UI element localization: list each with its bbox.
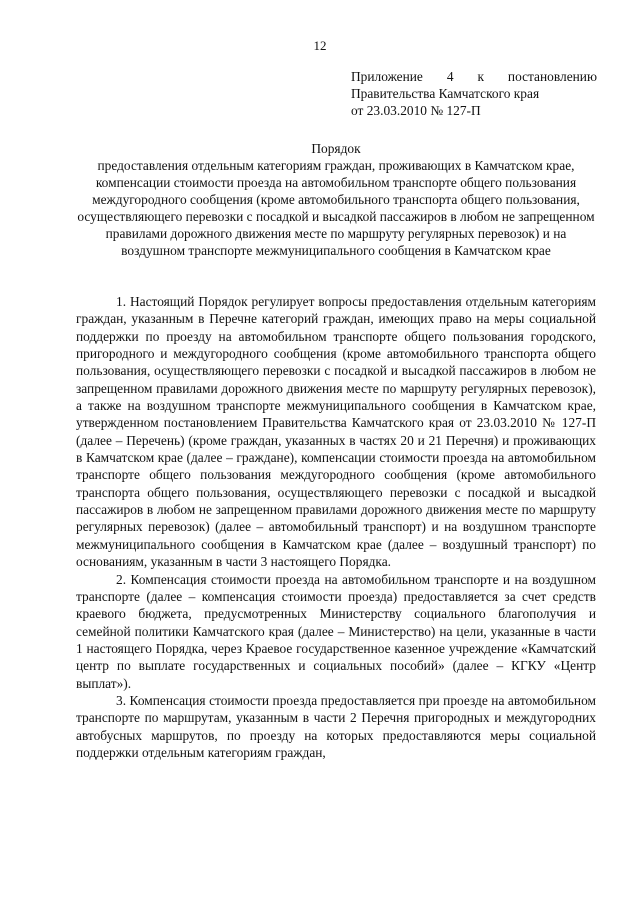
appendix-word: постановлению [507, 69, 597, 84]
document-title [76, 140, 596, 259]
appendix-line-2: Правительства Камчатского края [351, 86, 540, 101]
appendix-header [351, 68, 597, 119]
title-subtitle: предоставления отдельным категориям граждан, проживающих в Камчатском крае, компенсации стоимости проезда на автомобильном транспорте общего пользования междугородного сообщения (кроме автомобильного транспорта общего пользования, осуществляющего перевозки с посадкой и высадкой пассажиров в любом не запрещенном правилами дорожного движения месте по маршруту регулярных перевозок) и на воздушном транспорте межмуниципального сообщения в Камчатском крае [77, 158, 595, 258]
appendix-word: 4 [446, 69, 454, 84]
paragraph-1: 1. Настоящий Порядок регулирует вопросы предоставления отдельным категориям граждан, указанным в Перечне категорий граждан, имеющих право на меры социальной поддержки по проезду на автомобильном транспорте общего пользования городского, пригородного и междугородного сообщения (кроме автомобильного транспорта общего пользования, осуществляющего перевозки с посадкой и высадкой пассажиров в любом не запрещенном правилами дорожного движения месте по маршруту регулярных перевозок), а также на воздушном транспорте межмуниципального сообщения в Камчатском крае, утвержденном постановлением Правительства Камчатского края от 23.03.2010 № 127-П (далее – Перечень) (кроме граждан, указанных в частях 20 и 21 Перечня) и проживающих в Камчатском крае (далее – граждане), компенсации стоимости проезда на автомобильном транспорте общего пользования междугородного сообщения (кроме автомобильного транспорта общего пользования, осуществляющего перевозки с посадкой и высадкой пассажиров в любом не запрещенном правилами дорожного движения месте по маршруту регулярных перевозок) (далее – автомобильный транспорт) и на воздушном транспорте межмуниципального сообщения в Камчатском крае (далее – воздушный транспорт) по основаниям, указанным в части 3 настоящего Порядка. [76, 294, 596, 570]
appendix-line-3: от 23.03.2010 № 127-П [351, 103, 481, 118]
title-heading: Порядок [311, 141, 361, 156]
document-body [76, 293, 596, 761]
page-number: 12 [313, 38, 327, 53]
appendix-word: Приложение [351, 69, 423, 84]
paragraph-2: 2. Компенсация стоимости проезда на автомобильном транспорте и на воздушном транспорте (далее – компенсация стоимости проезда) предоставляется за счет средств краевого бюджета, предусмотренных Министерству социального благополучия и семейной политики Камчатского края (далее – Министерство) на цели, указанные в части 1 настоящего Порядка, через Краевое государственное казенное учреждение «Камчатский центр по выплате государственных и социальных пособий» (далее – КГКУ «Центр выплат»). [76, 571, 596, 691]
appendix-line-1 [351, 68, 597, 85]
paragraph-3: 3. Компенсация стоимости проезда предоставляется при проезде на автомобильном транспорте по маршрутам, указанным в части 2 Перечня пригородных и междугородних автобусных маршрутов, по проезду на которых предоставляются меры социальной поддержки отдельным категориям граждан, [76, 692, 596, 760]
appendix-word: к [477, 69, 484, 84]
